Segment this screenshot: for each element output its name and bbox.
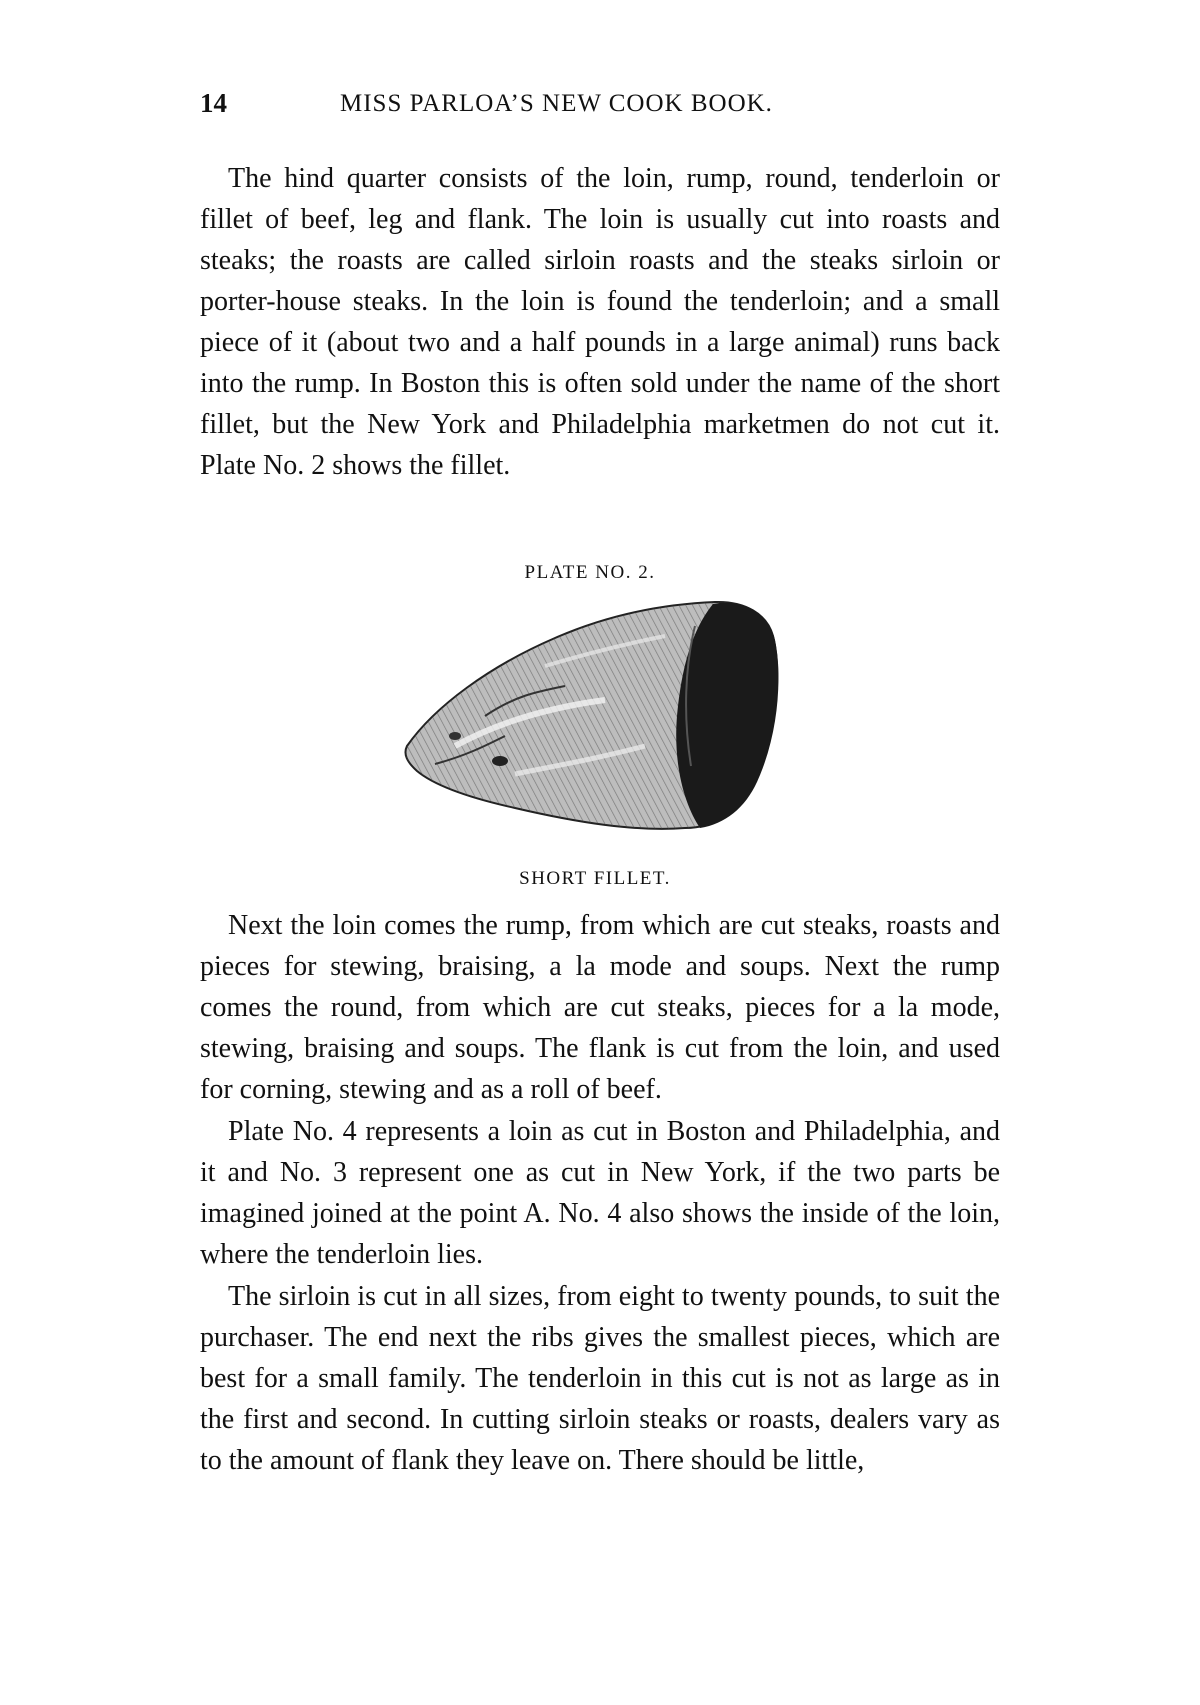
running-head <box>200 88 860 128</box>
paragraph: Next the loin comes the rump, from which are cut steaks, roasts and pieces for stewing, braising, a la mode and soups. Next the rump comes the round, from which are cut steaks, pieces for a la mode, stewing, braising and soups. The flank is cut from the loin, and used for corning, stewing and as a roll of beef. <box>200 910 1000 1105</box>
plate-label: PLATE NO. 2. <box>524 562 656 583</box>
book-title: MISS PARLOA’S NEW COOK BOOK. <box>340 90 773 117</box>
paragraph: The hind quarter consists of the loin, rump, round, tenderloin or fillet of beef, leg and flank. The loin is usually cut into roasts and steaks; the roasts are called sirloin roasts and the steaks sirloin or porter-house steaks. In the loin is found the tenderloin; and a small piece of it (about two and a half pounds in a large animal) runs back into the rump. In Boston this is often sold under the name of the short fillet, but the New York and Philadelphia marketmen do not cut it. Plate No. 2 shows the fillet. <box>200 163 1000 481</box>
paragraph: Plate No. 4 represents a loin as cut in Boston and Philadelphia, and it and No. 3 represent one as cut in New York, if the two parts be imagined joined at the point A. No. 4 also shows the inside of the loin, where the tenderloin lies. <box>200 1116 1000 1270</box>
plate-caption: SHORT FILLET. <box>519 868 671 889</box>
body-text-bottom <box>200 905 1000 1481</box>
paragraph: The sirloin is cut in all sizes, from eight to twenty pounds, to suit the purchaser. The end next the ribs gives the smallest pieces, which are best for a small family. The tenderloin in this cut is not as large as in the first and second. In cutting sirloin steaks or roasts, dealers vary as to the amount of flank they leave on. There should be little, <box>200 1281 1000 1476</box>
page-number: 14 <box>200 88 227 118</box>
body-text-top <box>200 158 1000 486</box>
short-fillet-illustration <box>395 596 795 856</box>
